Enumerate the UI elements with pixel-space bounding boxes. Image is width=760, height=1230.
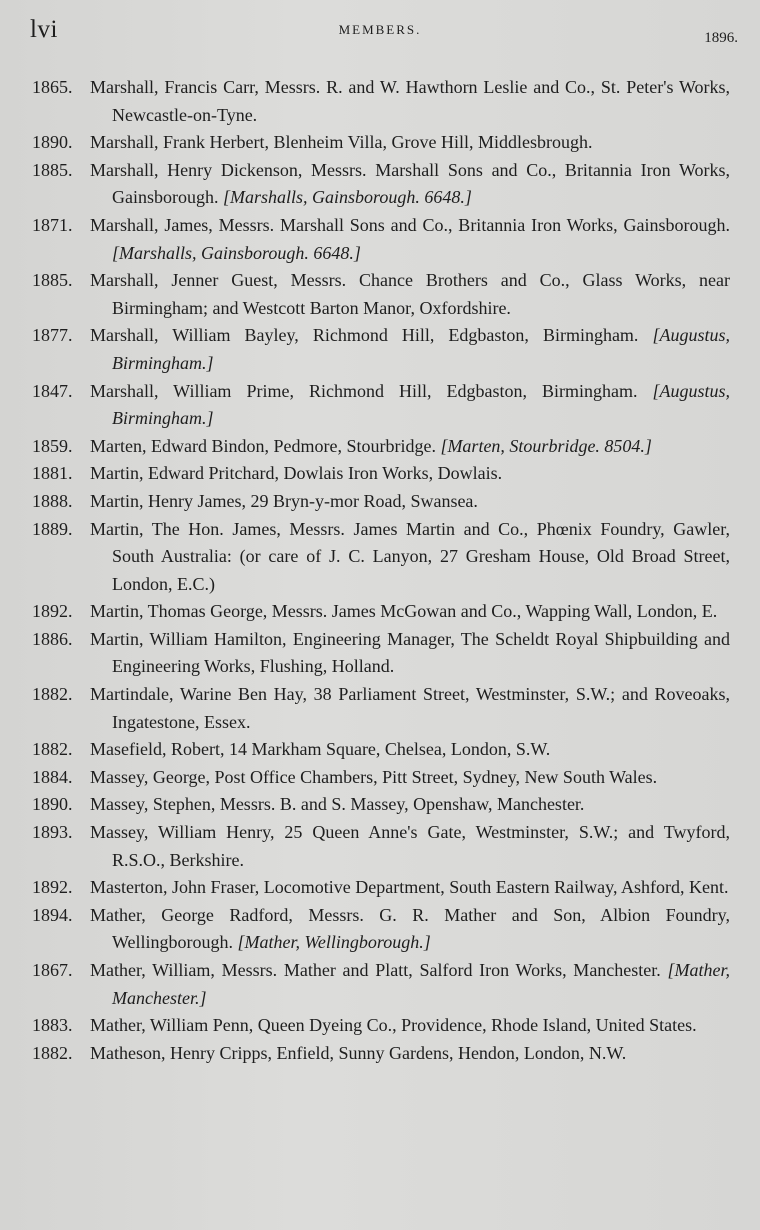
member-entry	[0, 791, 760, 819]
header-year: 1896.	[704, 30, 738, 46]
member-entry	[0, 212, 760, 267]
entry-year: 1881.	[32, 463, 73, 484]
entry-telegraph: [Mather, Manchester.]	[112, 960, 730, 1008]
entry-address: Masterton, John Fraser, Locomotive Department, South Eastern Railway, Ashford, Kent.	[90, 877, 729, 898]
entry-year: 1892.	[32, 877, 73, 898]
entry-text	[90, 322, 730, 377]
entry-text	[90, 157, 730, 212]
entry-year: 1889.	[32, 518, 73, 539]
entry-address: Marshall, William Prime, Richmond Hill, Edgbaston, Birmingham.	[90, 380, 653, 401]
entry-text	[90, 764, 730, 792]
entry-text	[90, 1012, 730, 1040]
entry-address: Marshall, Francis Carr, Messrs. R. and W. Hawthorn Leslie and Co., St. Peter's Works, Newcastle-on-Tyne.	[90, 77, 730, 125]
entry-year: 1890.	[32, 794, 73, 815]
entry-telegraph: [Marshalls, Gainsborough. 6648.]	[112, 242, 361, 263]
entry-year: 1882.	[32, 739, 73, 760]
member-entry	[0, 322, 760, 377]
member-entry	[0, 516, 760, 599]
member-entry	[0, 267, 760, 322]
entry-year: 1885.	[32, 159, 73, 180]
entry-address: Massey, William Henry, 25 Queen Anne's Gate, Westminster, S.W.; and Twyford, R.S.O., Berkshire.	[90, 822, 730, 870]
entry-text	[90, 874, 730, 902]
entry-telegraph: [Augustus, Birmingham.]	[112, 325, 730, 373]
entry-address: Marten, Edward Bindon, Pedmore, Stourbridge.	[90, 435, 441, 456]
entry-text	[90, 460, 730, 488]
entry-telegraph: [Augustus, Birmingham.]	[112, 380, 730, 429]
member-entry	[0, 819, 760, 874]
entry-year: 1892.	[32, 601, 73, 622]
entry-text	[90, 129, 730, 157]
entry-text	[90, 626, 730, 681]
entry-year: 1859.	[32, 435, 73, 456]
entry-year: 1865.	[32, 77, 73, 97]
entry-address: Martin, Edward Pritchard, Dowlais Iron Works, Dowlais.	[90, 463, 503, 484]
entry-text	[90, 212, 730, 267]
member-entry	[0, 681, 760, 736]
entry-address: Masefield, Robert, 14 Markham Square, Chelsea, London, S.W.	[90, 739, 551, 760]
member-entry	[0, 157, 760, 212]
entry-address: Marshall, Jenner Guest, Messrs. Chance Brothers and Co., Glass Works, near Birmingham; and Westcott Barton Manor, Oxfordshire.	[90, 270, 730, 318]
entry-year: 1867.	[32, 960, 73, 980]
entry-address: Massey, George, Post Office Chambers, Pitt Street, Sydney, New South Wales.	[90, 766, 658, 787]
entry-text	[90, 791, 730, 819]
entry-text	[90, 74, 730, 129]
entry-year: 1884.	[32, 766, 73, 787]
entry-text	[90, 681, 730, 736]
entry-year: 1877.	[32, 325, 73, 346]
entry-text	[90, 819, 730, 874]
entry-text	[90, 433, 730, 461]
member-entry	[0, 1012, 760, 1040]
entry-address: Martin, William Hamilton, Engineering Manager, The Scheldt Royal Shipbuilding and Engineering Works, Flushing, Holland.	[90, 628, 730, 677]
entry-year: 1882.	[32, 1042, 73, 1063]
entry-text	[90, 902, 730, 957]
entry-text	[90, 1040, 730, 1068]
entry-text	[90, 736, 730, 764]
entry-year: 1890.	[32, 132, 73, 153]
entry-address: Massey, Stephen, Messrs. B. and S. Massey, Openshaw, Manchester.	[90, 794, 585, 815]
member-entry	[0, 378, 760, 433]
entry-address: Martin, The Hon. James, Messrs. James Martin and Co., Phœnix Foundry, Gawler, South Australia: (or care of J. C. Lanyon, 27 Gresham House, Old Broad Street, London, E.C.)	[90, 518, 730, 594]
entry-year: 1886.	[32, 628, 73, 649]
entry-year: 1847.	[32, 380, 73, 401]
entry-text	[90, 267, 730, 322]
member-entry	[0, 1040, 760, 1068]
page-header	[0, 0, 760, 60]
entry-year: 1885.	[32, 270, 73, 291]
entry-address: Matheson, Henry Cripps, Enfield, Sunny Gardens, Hendon, London, N.W.	[90, 1042, 627, 1063]
entry-text	[90, 598, 730, 626]
member-entry	[0, 433, 760, 461]
entry-address: Marshall, William Bayley, Richmond Hill, Edgbaston, Birmingham.	[90, 325, 653, 346]
running-title: MEMBERS.	[338, 22, 422, 37]
member-entry	[0, 460, 760, 488]
member-list	[0, 74, 760, 1067]
entry-year: 1871.	[32, 214, 73, 235]
entry-telegraph: [Mather, Wellingborough.]	[237, 932, 431, 953]
member-entry	[0, 874, 760, 902]
entry-year: 1893.	[32, 822, 73, 843]
entry-address: Mather, William, Messrs. Mather and Platt, Salford Iron Works, Manchester.	[90, 960, 668, 980]
member-entry	[0, 488, 760, 516]
entry-address: Martin, Thomas George, Messrs. James McGowan and Co., Wapping Wall, London, E.	[90, 601, 718, 622]
entry-year: 1883.	[32, 1015, 73, 1036]
entry-address: Martindale, Warine Ben Hay, 38 Parliament Street, Westminster, S.W.; and Roveoaks, Ingatestone, Essex.	[90, 684, 730, 732]
member-entry	[0, 129, 760, 157]
entry-telegraph: [Marten, Stourbridge. 8504.]	[440, 435, 652, 456]
entry-text	[90, 516, 730, 599]
member-entry	[0, 598, 760, 626]
entry-address: Marshall, Henry Dickenson, Messrs. Marshall Sons and Co., Britannia Iron Works, Gainsborough.	[90, 159, 730, 208]
member-entry	[0, 902, 760, 957]
member-entry	[0, 626, 760, 681]
entry-address: Marshall, Frank Herbert, Blenheim Villa, Grove Hill, Middlesbrough.	[90, 132, 593, 153]
entry-address: Martin, Henry James, 29 Bryn-y-mor Road, Swansea.	[90, 490, 478, 511]
entry-address: Marshall, James, Messrs. Marshall Sons and Co., Britannia Iron Works, Gainsborough.	[90, 214, 730, 235]
entry-text	[90, 957, 730, 1012]
entry-text	[90, 488, 730, 516]
entry-text	[90, 378, 730, 433]
member-entry	[0, 764, 760, 792]
entry-address: Mather, William Penn, Queen Dyeing Co., Providence, Rhode Island, United States.	[90, 1015, 697, 1036]
entry-year: 1882.	[32, 684, 73, 705]
entry-year: 1888.	[32, 490, 73, 511]
entry-year: 1894.	[32, 904, 73, 925]
page-number: lvi	[30, 16, 58, 43]
entry-address: Mather, George Radford, Messrs. G. R. Mather and Son, Albion Foundry, Wellingborough.	[90, 904, 730, 953]
member-entry	[0, 74, 760, 129]
member-entry	[0, 957, 760, 1012]
entry-telegraph: [Marshalls, Gainsborough. 6648.]	[223, 187, 472, 208]
member-entry	[0, 736, 760, 764]
